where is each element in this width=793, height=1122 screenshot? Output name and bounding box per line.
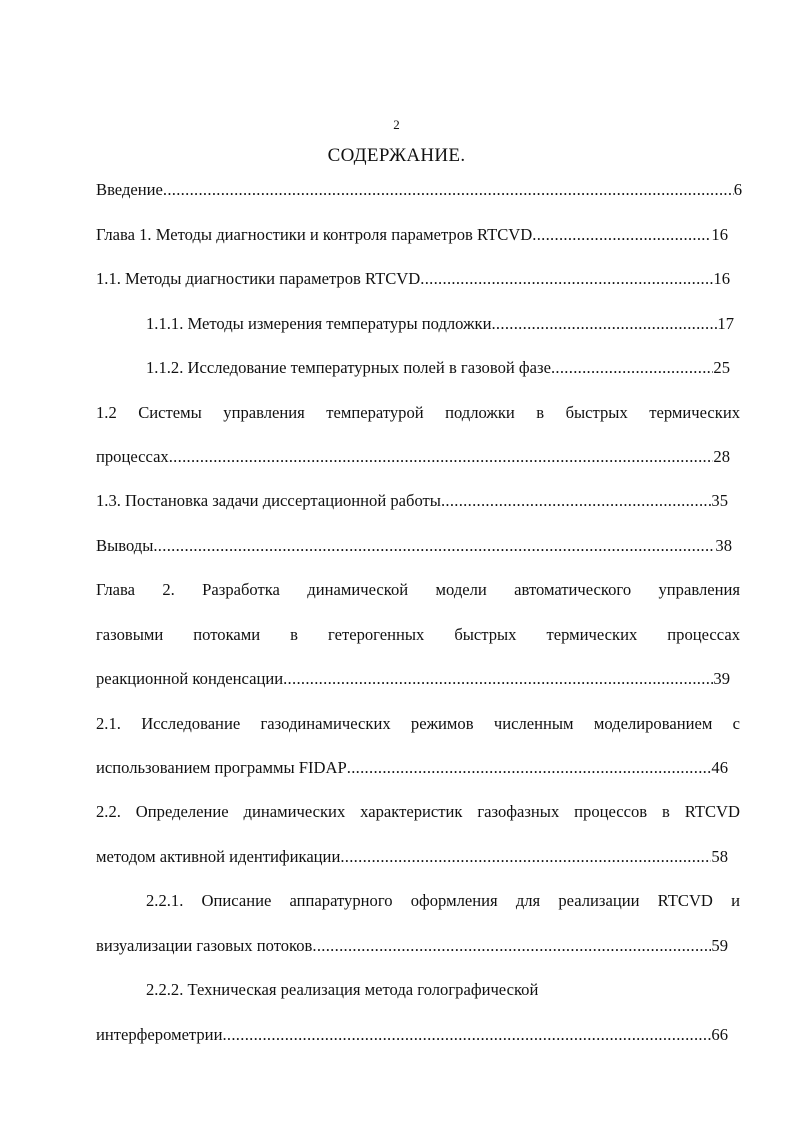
toc-entry-title: процессах [96, 447, 169, 466]
toc-entry-page: 35 [711, 491, 728, 510]
toc-entry-2-2-2[interactable] [96, 1024, 728, 1046]
toc-entry-page: 66 [711, 1025, 728, 1044]
toc-leader-dots [441, 490, 711, 512]
toc-entry-page: 38 [715, 536, 732, 555]
toc-leader-dots [340, 846, 711, 868]
toc-leader-dots [153, 535, 715, 557]
toc-entry-2-2-line-1[interactable]: 2.2. Определение динамических характеристик газофазных процессов в RTCVD [96, 802, 740, 821]
toc-leader-dots [532, 224, 711, 246]
toc-entry-2-2[interactable] [96, 846, 728, 868]
toc-entry-2-2-1-line-1[interactable]: 2.2.1. Описание аппаратурного оформления для реализации RTCVD и [146, 891, 740, 910]
toc-leader-dots [163, 179, 734, 201]
toc-leader-dots [312, 935, 711, 957]
toc-entry-title: Введение [96, 180, 163, 199]
toc-leader-dots [420, 268, 713, 290]
toc-entry-title: реакционной конденсации [96, 669, 284, 688]
page-number: 2 [393, 117, 400, 132]
toc-entry-2-1-line-1[interactable]: 2.1. Исследование газодинамических режимов численным моделированием с [96, 714, 740, 733]
toc-entry-title: 1.1. Методы диагностики параметров RTCVD [96, 269, 421, 288]
toc-entry-title: 1.3. Постановка задачи диссертационной работы [96, 491, 441, 510]
toc-entry-1-1-2[interactable] [146, 357, 730, 379]
toc-entry-page: 25 [713, 358, 730, 377]
toc-entry-1-3[interactable] [96, 490, 728, 512]
toc-entry-title: методом активной идентификации [96, 847, 341, 866]
toc-entry-title: интерферометрии [96, 1025, 223, 1044]
toc-entry-title: использованием программы FIDAP [96, 758, 347, 777]
toc-entry-page: 17 [717, 314, 734, 333]
toc-leader-dots [169, 446, 714, 468]
toc-entry-1-1-1[interactable] [146, 313, 734, 335]
toc-entry-chapter-2-line-1[interactable]: Глава 2. Разработка динамической модели автоматического управления [96, 580, 740, 599]
toc-entry-2-2-1[interactable] [96, 935, 728, 957]
toc-entry-title: 1.1.2. Исследование температурных полей в газовой фазе [146, 358, 551, 377]
toc-leader-dots [222, 1024, 711, 1046]
toc-entry-introduction[interactable] [96, 179, 742, 201]
toc-entry-page: 58 [711, 847, 728, 866]
toc-entry-page: 46 [711, 758, 728, 777]
toc-entry-title: Глава 1. Методы диагностики и контроля параметров RTCVD [96, 225, 533, 244]
toc-entry-2-2-2-line-1[interactable]: 2.2.2. Техническая реализация метода голографической [146, 980, 539, 999]
toc-entry-title: визуализации газовых потоков [96, 936, 313, 955]
toc-entry-1-1[interactable] [96, 268, 730, 290]
toc-entry-page: 39 [713, 669, 730, 688]
toc-leader-dots [347, 757, 712, 779]
toc-leader-dots [551, 357, 713, 379]
toc-entry-chapter-2-line-2[interactable]: газовыми потоками в гетерогенных быстрых термических процессах [96, 625, 740, 644]
toc-entry-title: Выводы [96, 536, 154, 555]
toc-entry-page: 16 [711, 225, 728, 244]
toc-entry-1-2[interactable] [96, 446, 730, 468]
toc-entry-2-1[interactable] [96, 757, 728, 779]
toc-leader-dots [283, 668, 713, 690]
toc-entry-chapter-2[interactable] [96, 668, 730, 690]
toc-entry-title: 1.1.1. Методы измерения температуры подложки [146, 314, 492, 333]
toc-entry-chapter-1[interactable] [96, 224, 728, 246]
toc-entry-1-2-line-1[interactable]: 1.2 Системы управления температурой подложки в быстрых термических [96, 403, 740, 422]
toc-entry-page: 28 [713, 447, 730, 466]
toc-entry-page: 16 [713, 269, 730, 288]
page-title: СОДЕРЖАНИЕ. [327, 145, 466, 166]
toc-entry-conclusions[interactable] [96, 535, 732, 557]
toc-leader-dots [491, 313, 717, 335]
toc-entry-page: 6 [733, 180, 742, 199]
toc-entry-page: 59 [711, 936, 728, 955]
